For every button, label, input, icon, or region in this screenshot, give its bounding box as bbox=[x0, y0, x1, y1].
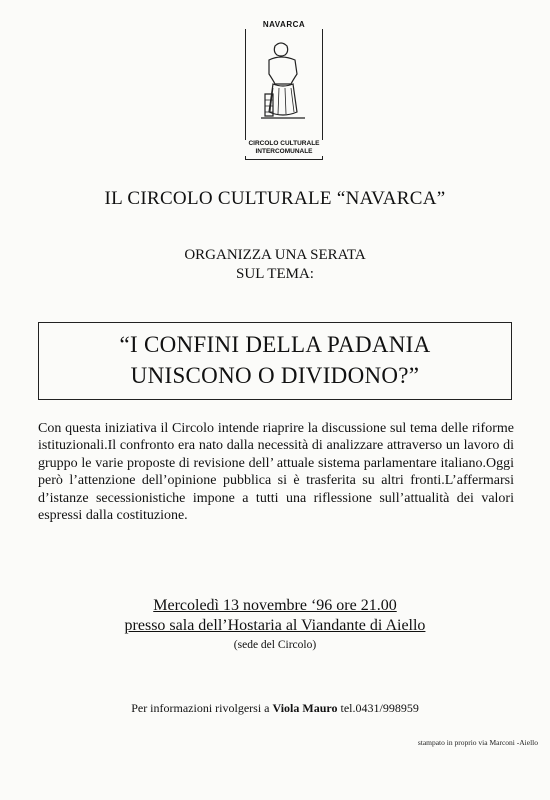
event-date: Mercoledì 13 novembre ‘96 ore 21.00 bbox=[153, 597, 397, 614]
printer-note: stampato in proprio via Marconi -Aiello bbox=[417, 738, 538, 747]
logo bbox=[245, 20, 323, 160]
contact-phone: tel.0431/998959 bbox=[337, 701, 419, 715]
event-details bbox=[0, 596, 550, 654]
page-title: IL CIRCOLO CULTURALE “NAVARCA” bbox=[104, 188, 446, 209]
logo-bottom-text bbox=[245, 140, 323, 156]
subtitle bbox=[0, 246, 550, 284]
theme-line1: “I CONFINI DELLA PADANIA bbox=[119, 332, 431, 357]
event-note: (sede del Circolo) bbox=[233, 639, 317, 651]
theme-line2: UNISCONO O DIVIDONO?” bbox=[130, 363, 420, 388]
body-paragraph: Con questa iniziativa il Circolo intende riaprire la discussione sul tema delle riforme istituzionali.Il confronto era nato dalla necessità di analizzare attraverso un lavoro di gruppo le varie proposte di revisione dell’ attuale sistema parlamentare italiano.Oggi però l’attenzione dell’opinione pubblica si è trasferita su altri fronti.L’affermarsi d’istanze secessionistiche impone a tutti una riflessione sull’attualità dei valori espressi dalla costituzione. bbox=[38, 421, 514, 524]
event-venue: presso sala dell’Hostaria al Viandante di Aiello bbox=[124, 617, 426, 634]
logo-top-text: NAVARCA bbox=[245, 20, 323, 29]
subtitle-line1: ORGANIZZA UNA SERATA bbox=[184, 247, 366, 263]
subtitle-line2: SUL TEMA: bbox=[236, 266, 314, 282]
contact-prefix: Per informazioni rivolgersi a bbox=[131, 701, 273, 715]
logo-bottom-line2: INTERCOMUNALE bbox=[255, 148, 313, 155]
contact-info bbox=[0, 701, 550, 716]
contact-name: Viola Mauro bbox=[272, 701, 338, 715]
logo-bottom-line1: CIRCOLO CULTURALE bbox=[248, 140, 320, 147]
statue-icon bbox=[255, 38, 311, 138]
theme-box bbox=[38, 322, 512, 400]
